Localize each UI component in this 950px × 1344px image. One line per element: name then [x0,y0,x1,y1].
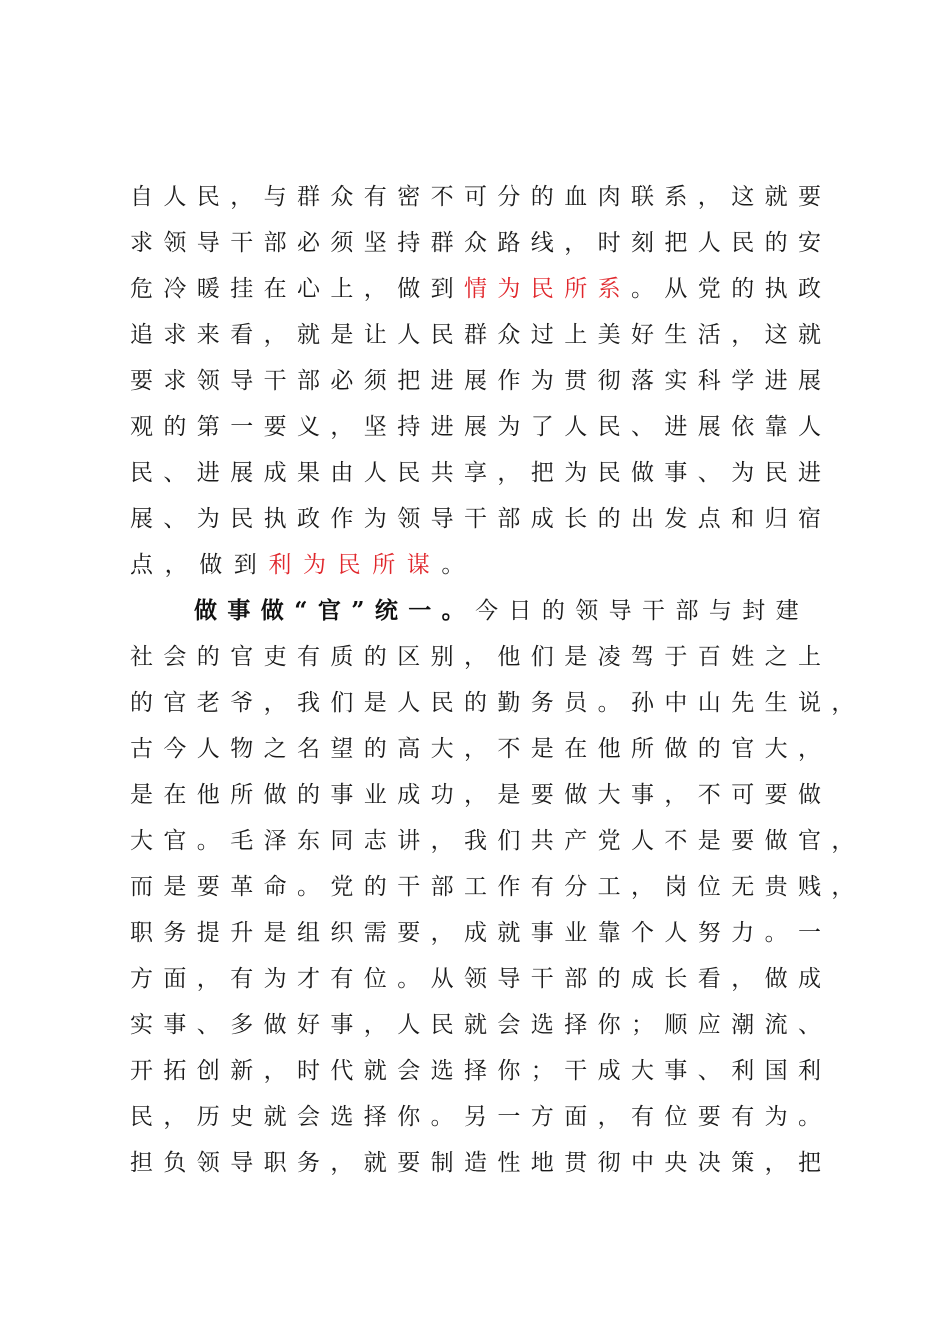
line-text: 而是要革命。党的干部工作有分工，岗位无贵贱， [130,874,865,900]
text-line-13 [130,726,850,772]
line-text: 职务提升是组织需要，成就事业靠个人努力。一 [130,920,832,946]
line-text: 的官老爷，我们是人民的勤务员。孙中山先生说， [130,690,865,716]
line-text: 。 [441,552,477,578]
line-text: 观的第一要义，坚持进展为了人民、进展依靠人 [130,414,832,440]
line-text: 要求领导干部必须把进展作为贯彻落实科学进展 [130,368,832,394]
line-text: 自人民，与群众有密不可分的血肉联系，这就要 [130,184,832,210]
line-text: 民、进展成果由人民共享，把为民做事、为民进 [130,460,832,486]
text-line-4 [130,312,850,358]
line-text: 大官。毛泽东同志讲，我们共产党人不是要做官， [130,828,865,854]
text-line-7 [130,450,850,496]
text-line-11 [130,634,850,680]
line-text: 。从党的执政 [631,276,832,302]
text-line-21 [130,1094,850,1140]
text-line-5 [130,358,850,404]
line-text: 实事、多做好事，人民就会选择你；顺应潮流、 [130,1012,832,1038]
line-text: 社会的官吏有质的区别，他们是凌驾于百姓之上 [130,644,832,670]
section-heading: 做事做“官”统一。 [194,597,476,624]
line-text: 是在他所做的事业成功，是要做大事，不可要做 [130,782,832,808]
line-text: 求领导干部必须坚持群众路线，时刻把人民的安 [130,230,832,256]
line-text: 危冷暖挂在心上，做到 [130,276,464,302]
text-line-1 [130,174,850,220]
text-line-3 [130,266,850,312]
body-text [130,174,865,1186]
line-text: 今日的领导干部与封建 [475,598,810,624]
text-line-18 [130,956,850,1002]
text-line-17 [130,910,850,956]
text-line-14 [130,772,850,818]
line-text: 民，历史就会选择你。另一方面，有位要有为。 [130,1104,832,1130]
text-line-22 [130,1140,850,1186]
highlight-phrase-qing-wei-min-suo-xi: 情为民所系 [464,276,631,302]
line-text: 展、为民执政作为领导干部成长的出发点和归宿 [130,506,832,532]
line-text: 开拓创新，时代就会选择你；干成大事、利国利 [130,1058,832,1084]
text-line-20 [130,1048,850,1094]
text-line-12 [130,680,865,726]
text-line-9 [130,542,850,588]
text-line-19 [130,1002,850,1048]
line-text: 追求来看，就是让人民群众过上美好生活，这就 [130,322,832,348]
line-text: 古今人物之名望的高大，不是在他所做的官大， [130,736,832,762]
text-line-15 [130,818,865,864]
line-text: 点，做到 [130,552,269,578]
text-line-16 [130,864,865,910]
text-line-8 [130,496,850,542]
line-text: 担负领导职务，就要制造性地贯彻中央决策，把 [130,1150,832,1176]
highlight-phrase-li-wei-min-suo-mou: 利为民所谋 [268,552,442,578]
text-line-6 [130,404,850,450]
line-text: 方面，有为才有位。从领导干部的成长看，做成 [130,966,832,992]
text-line-10 [130,588,850,634]
text-line-2 [130,220,850,266]
